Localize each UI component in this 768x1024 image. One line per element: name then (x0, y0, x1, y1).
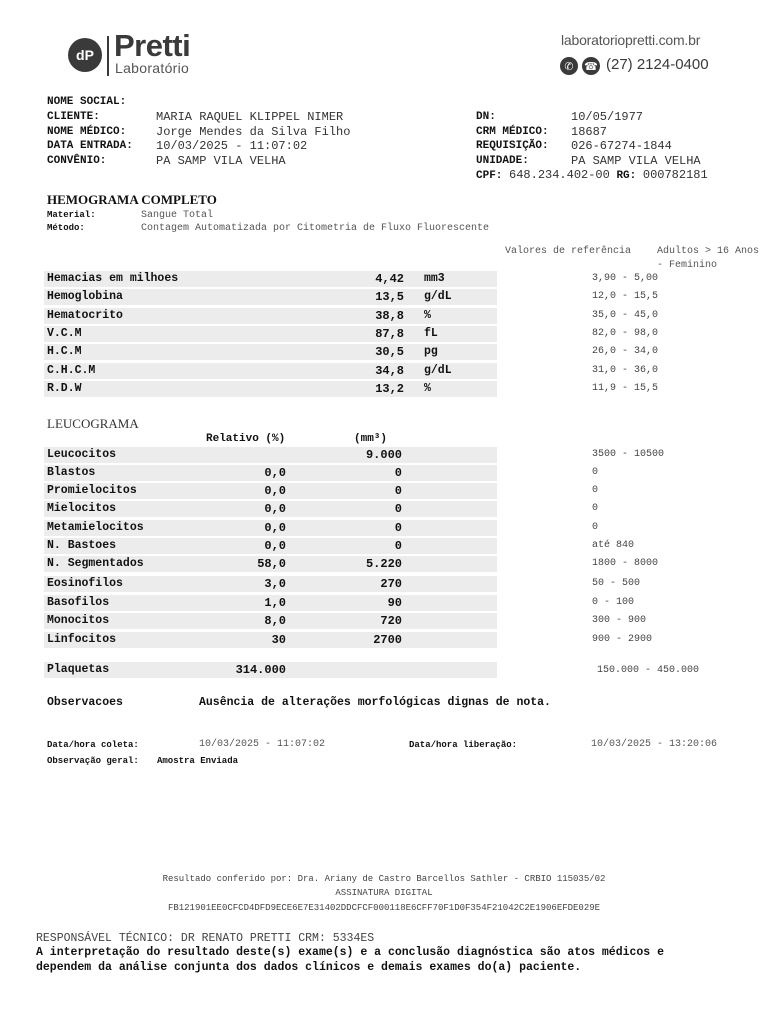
ref-group-sex: - Feminino (657, 260, 718, 271)
leucograma-ref: 50 - 500 (592, 578, 641, 589)
leucograma-label: Basofilos (47, 596, 110, 609)
responsavel-tecnico: RESPONSÁVEL TÉCNICO: DR RENATO PRETTI CRM: 5334ES (36, 932, 375, 945)
eritrograma-unit: g/dL (424, 290, 452, 303)
leucograma-label: N. Bastoes (47, 539, 117, 552)
coleta-value: 10/03/2025 - 11:07:02 (199, 739, 326, 750)
leucograma-ref: 0 (592, 522, 599, 533)
eritrograma-unit: fL (424, 327, 438, 340)
eritrograma-ref: 11,9 - 15,5 (592, 383, 659, 394)
obs-geral-label: Observação geral: (47, 756, 139, 766)
plaquetas-label: Plaquetas (47, 663, 110, 676)
leucograma-label: Blastos (47, 466, 96, 479)
logo-mark: dP (68, 38, 102, 72)
entrada-value: 10/03/2025 - 11:07:02 (156, 139, 308, 153)
cpf-rg-line (476, 168, 708, 182)
plaquetas-ref: 150.000 - 450.000 (597, 665, 700, 676)
eritrograma-label: C.H.C.M (47, 364, 96, 377)
rg-value: 000782181 (642, 168, 708, 182)
medico-value: Jorge Mendes da Silva Filho (156, 125, 351, 139)
unidade-label: UNIDADE: (476, 155, 529, 167)
col-relativo-header: Relativo (%) (206, 433, 286, 445)
material-value: Sangue Total (141, 210, 214, 221)
leucograma-ref: 1800 - 8000 (592, 558, 659, 569)
plaquetas-value: 314.000 (235, 663, 286, 677)
phone-icon: ☎ (582, 57, 600, 75)
requisicao-label: REQUISIÇÃO: (476, 140, 549, 152)
conferido-por: Resultado conferido por: Dra. Ariany de Castro Barcellos Sathler - CRBIO 115035/02 (162, 874, 606, 884)
leucograma-absoluto: 2700 (373, 633, 402, 647)
eritrograma-label: V.C.M (47, 327, 82, 340)
convenio-label: CONVÊNIO: (47, 155, 107, 167)
leucograma-label: Promielocitos (47, 484, 137, 497)
leucograma-label: Monocitos (47, 614, 110, 627)
logo-name: Pretti (114, 28, 191, 63)
leucograma-label: Eosinofilos (47, 577, 123, 590)
leucograma-ref: 3500 - 10500 (592, 449, 665, 460)
cpf-label: CPF: (476, 170, 503, 182)
ref-group-age: Adultos > 16 Anos (657, 246, 760, 257)
leucograma-relativo: 0,0 (264, 466, 286, 480)
cliente-label: CLIENTE: (47, 111, 100, 123)
leucograma-ref: 900 - 2900 (592, 634, 653, 645)
eritrograma-value: 38,8 (375, 309, 404, 323)
website: laboratoriopretti.com.br (561, 32, 701, 48)
eritrograma-label: H.C.M (47, 345, 82, 358)
leucograma-ref: 300 - 900 (592, 615, 647, 626)
metodo-label: Método: (47, 223, 85, 233)
eritrograma-value: 30,5 (375, 345, 404, 359)
leucograma-ref: 0 - 100 (592, 597, 635, 608)
leucograma-absoluto: 90 (387, 596, 402, 610)
leucograma-absoluto: 720 (380, 614, 402, 628)
leucograma-absoluto: 9.000 (365, 448, 402, 462)
liberacao-value: 10/03/2025 - 13:20:06 (591, 739, 718, 750)
leucograma-absoluto: 0 (394, 466, 402, 480)
eritrograma-unit: % (424, 382, 431, 395)
obs-geral-value: Amostra Enviada (157, 756, 239, 766)
eritrograma-ref: 31,0 - 36,0 (592, 365, 659, 376)
liberacao-label: Data/hora liberação: (409, 740, 518, 750)
leucograma-relativo: 3,0 (264, 577, 286, 591)
observacoes-label: Observacoes (47, 696, 123, 709)
requisicao-value: 026-67274-1844 (571, 139, 672, 153)
leucograma-relativo: 58,0 (257, 557, 286, 571)
eritrograma-ref: 12,0 - 15,5 (592, 291, 659, 302)
eritrograma-ref: 35,0 - 45,0 (592, 310, 659, 321)
eritrograma-ref: 3,90 - 5,00 (592, 273, 659, 284)
eritrograma-unit: mm3 (424, 272, 445, 285)
signature-hash: FB121901EE0CFCD4DFD9ECE6E7E31402DDCFCF000118E6CFF70F1D0F354F21042C2E1906EFDE029E (167, 903, 601, 913)
exam-title: HEMOGRAMA COMPLETO (47, 192, 217, 207)
leucograma-relativo: 1,0 (264, 596, 286, 610)
eritrograma-unit: % (424, 309, 431, 322)
nome-social-label: NOME SOCIAL: (47, 96, 127, 108)
eritrograma-unit: pg (424, 345, 438, 358)
leucograma-title: LEUCOGRAMA (47, 416, 139, 431)
eritrograma-value: 13,5 (375, 290, 404, 304)
ref-header: Valores de referência (505, 246, 632, 257)
leucograma-relativo: 0,0 (264, 502, 286, 516)
leucograma-ref: até 840 (592, 540, 635, 551)
eritrograma-value: 4,42 (375, 272, 404, 286)
entrada-label: DATA ENTRADA: (47, 140, 133, 152)
coleta-label: Data/hora coleta: (47, 740, 139, 750)
leucograma-label: Metamielocitos (47, 521, 144, 534)
leucograma-ref: 0 (592, 485, 599, 496)
dn-value: 10/05/1977 (571, 110, 644, 124)
eritrograma-label: R.D.W (47, 382, 82, 395)
eritrograma-value: 13,2 (375, 382, 404, 396)
leucograma-relativo: 0,0 (264, 539, 286, 553)
phone-number: (27) 2124-0400 (606, 56, 709, 73)
leucograma-relativo: 0,0 (264, 484, 286, 498)
leucograma-relativo: 30 (271, 633, 286, 647)
leucograma-absoluto: 0 (394, 502, 402, 516)
leucograma-absoluto: 5.220 (365, 557, 402, 571)
leucograma-ref: 0 (592, 467, 599, 478)
col-absoluto-header: (mm³) (354, 433, 388, 445)
eritrograma-value: 34,8 (375, 364, 404, 378)
eritrograma-value: 87,8 (375, 327, 404, 341)
leucograma-ref: 0 (592, 503, 599, 514)
leucograma-absoluto: 270 (380, 577, 402, 591)
leucograma-absoluto: 0 (394, 521, 402, 535)
dn-label: DN: (476, 111, 496, 123)
leucograma-absoluto: 0 (394, 539, 402, 553)
rg-label: RG: (616, 170, 637, 182)
cpf-value: 648.234.402-00 (509, 168, 610, 182)
observacoes-text: Ausência de alterações morfológicas dignas de nota. (199, 696, 551, 709)
eritrograma-label: Hemacias em milhoes (47, 272, 179, 285)
eritrograma-label: Hematocrito (47, 309, 123, 322)
convenio-value: PA SAMP VILA VELHA (156, 154, 286, 168)
disclaimer-line-2: dependem da análise conjunta dos dados clínicos e demais exames do(a) paciente. (36, 961, 582, 974)
medico-label: NOME MÉDICO: (47, 126, 127, 138)
eritrograma-label: Hemoglobina (47, 290, 123, 303)
leucograma-label: Linfocitos (47, 633, 117, 646)
assinatura-digital: ASSINATURA DIGITAL (335, 888, 433, 898)
disclaimer-line-1: A interpretação do resultado deste(s) exame(s) e a conclusão diagnóstica são atos médicos e (36, 946, 665, 959)
cliente-value: MARIA RAQUEL KLIPPEL NIMER (156, 110, 344, 124)
leucograma-relativo: 0,0 (264, 521, 286, 535)
logo-subtitle: Laboratório (115, 60, 190, 76)
leucograma-relativo: 8,0 (264, 614, 286, 628)
unidade-value: PA SAMP VILA VELHA (571, 154, 701, 168)
crm-label: CRM MÉDICO: (476, 126, 549, 138)
logo-divider (107, 36, 109, 76)
material-label: Material: (47, 210, 96, 220)
eritrograma-ref: 26,0 - 34,0 (592, 346, 659, 357)
metodo-value: Contagem Automatizada por Citometria de Fluxo Fluorescente (141, 223, 490, 234)
leucograma-absoluto: 0 (394, 484, 402, 498)
leucograma-label: Leucocitos (47, 448, 117, 461)
eritrograma-ref: 82,0 - 98,0 (592, 328, 659, 339)
whatsapp-icon: ✆ (560, 57, 578, 75)
leucograma-label: N. Segmentados (47, 557, 144, 570)
leucograma-label: Mielocitos (47, 502, 117, 515)
crm-value: 18687 (571, 125, 608, 139)
eritrograma-unit: g/dL (424, 364, 452, 377)
